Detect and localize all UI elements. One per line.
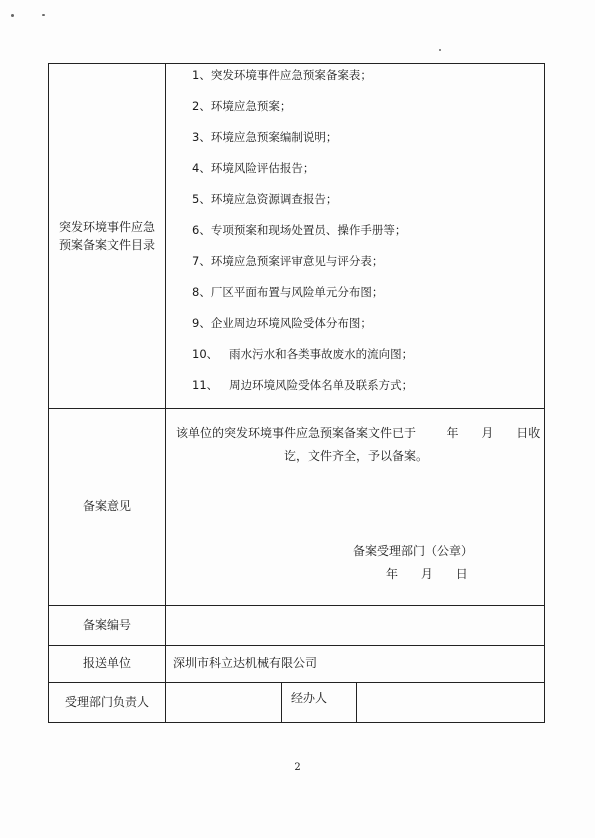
submitter-label: 报送单位 <box>82 656 131 670</box>
catalog-item: 3、环境应急预案编制说明； <box>192 130 338 144</box>
catalog-item: 1、突发环境事件应急预案备案表； <box>192 68 372 82</box>
catalog-item: 8、厂区平面布置与风险单元分布图； <box>192 285 384 299</box>
opinion-line: 该单位的突发环境事件应急预案备案文件已于 年 月 日收 <box>176 426 541 440</box>
catalog-label <box>50 218 164 254</box>
filing-department: 备案受理部门（公章） <box>353 544 474 558</box>
catalog-label-line: 预案备案文件目录 <box>58 238 155 252</box>
catalog-item: 7、环境应急预案评审意见与评分表； <box>192 254 384 268</box>
column-divider <box>356 682 357 723</box>
catalog-item: 5、环境应急资源调查报告； <box>192 192 338 206</box>
record-number-label: 备案编号 <box>82 618 131 632</box>
opinion-line: 讫，文件齐全，予以备案。 <box>284 449 429 463</box>
scan-speck <box>439 49 441 51</box>
filing-date: 年 月 日 <box>386 567 468 581</box>
responsible-label: 受理部门负责人 <box>64 695 149 709</box>
row-divider <box>48 408 545 409</box>
scan-speck <box>42 14 45 16</box>
catalog-item: 2、环境应急预案； <box>192 99 292 113</box>
row-divider <box>48 645 545 646</box>
submitter-value: 深圳市科立达机械有限公司 <box>173 656 318 670</box>
catalog-item: 4、环境风险评估报告； <box>192 161 315 175</box>
catalog-item: 9、企业周边环境风险受体分布图； <box>192 316 372 330</box>
row-divider <box>48 605 545 606</box>
row-divider <box>48 682 545 683</box>
column-divider <box>281 682 282 723</box>
page-number: 2 <box>294 762 301 773</box>
opinion-label: 备案意见 <box>82 499 131 513</box>
handler-label: 经办人 <box>291 691 328 705</box>
catalog-item: 11、 周边环境风险受体名单及联系方式； <box>192 378 414 392</box>
scan-speck <box>11 14 14 17</box>
catalog-item: 6、专项预案和现场处置员、操作手册等； <box>192 223 407 237</box>
catalog-label-line: 突发环境事件应急 <box>58 220 155 234</box>
catalog-item: 10、 雨水污水和各类事故废水的流向图； <box>192 347 414 361</box>
column-divider <box>165 63 166 723</box>
